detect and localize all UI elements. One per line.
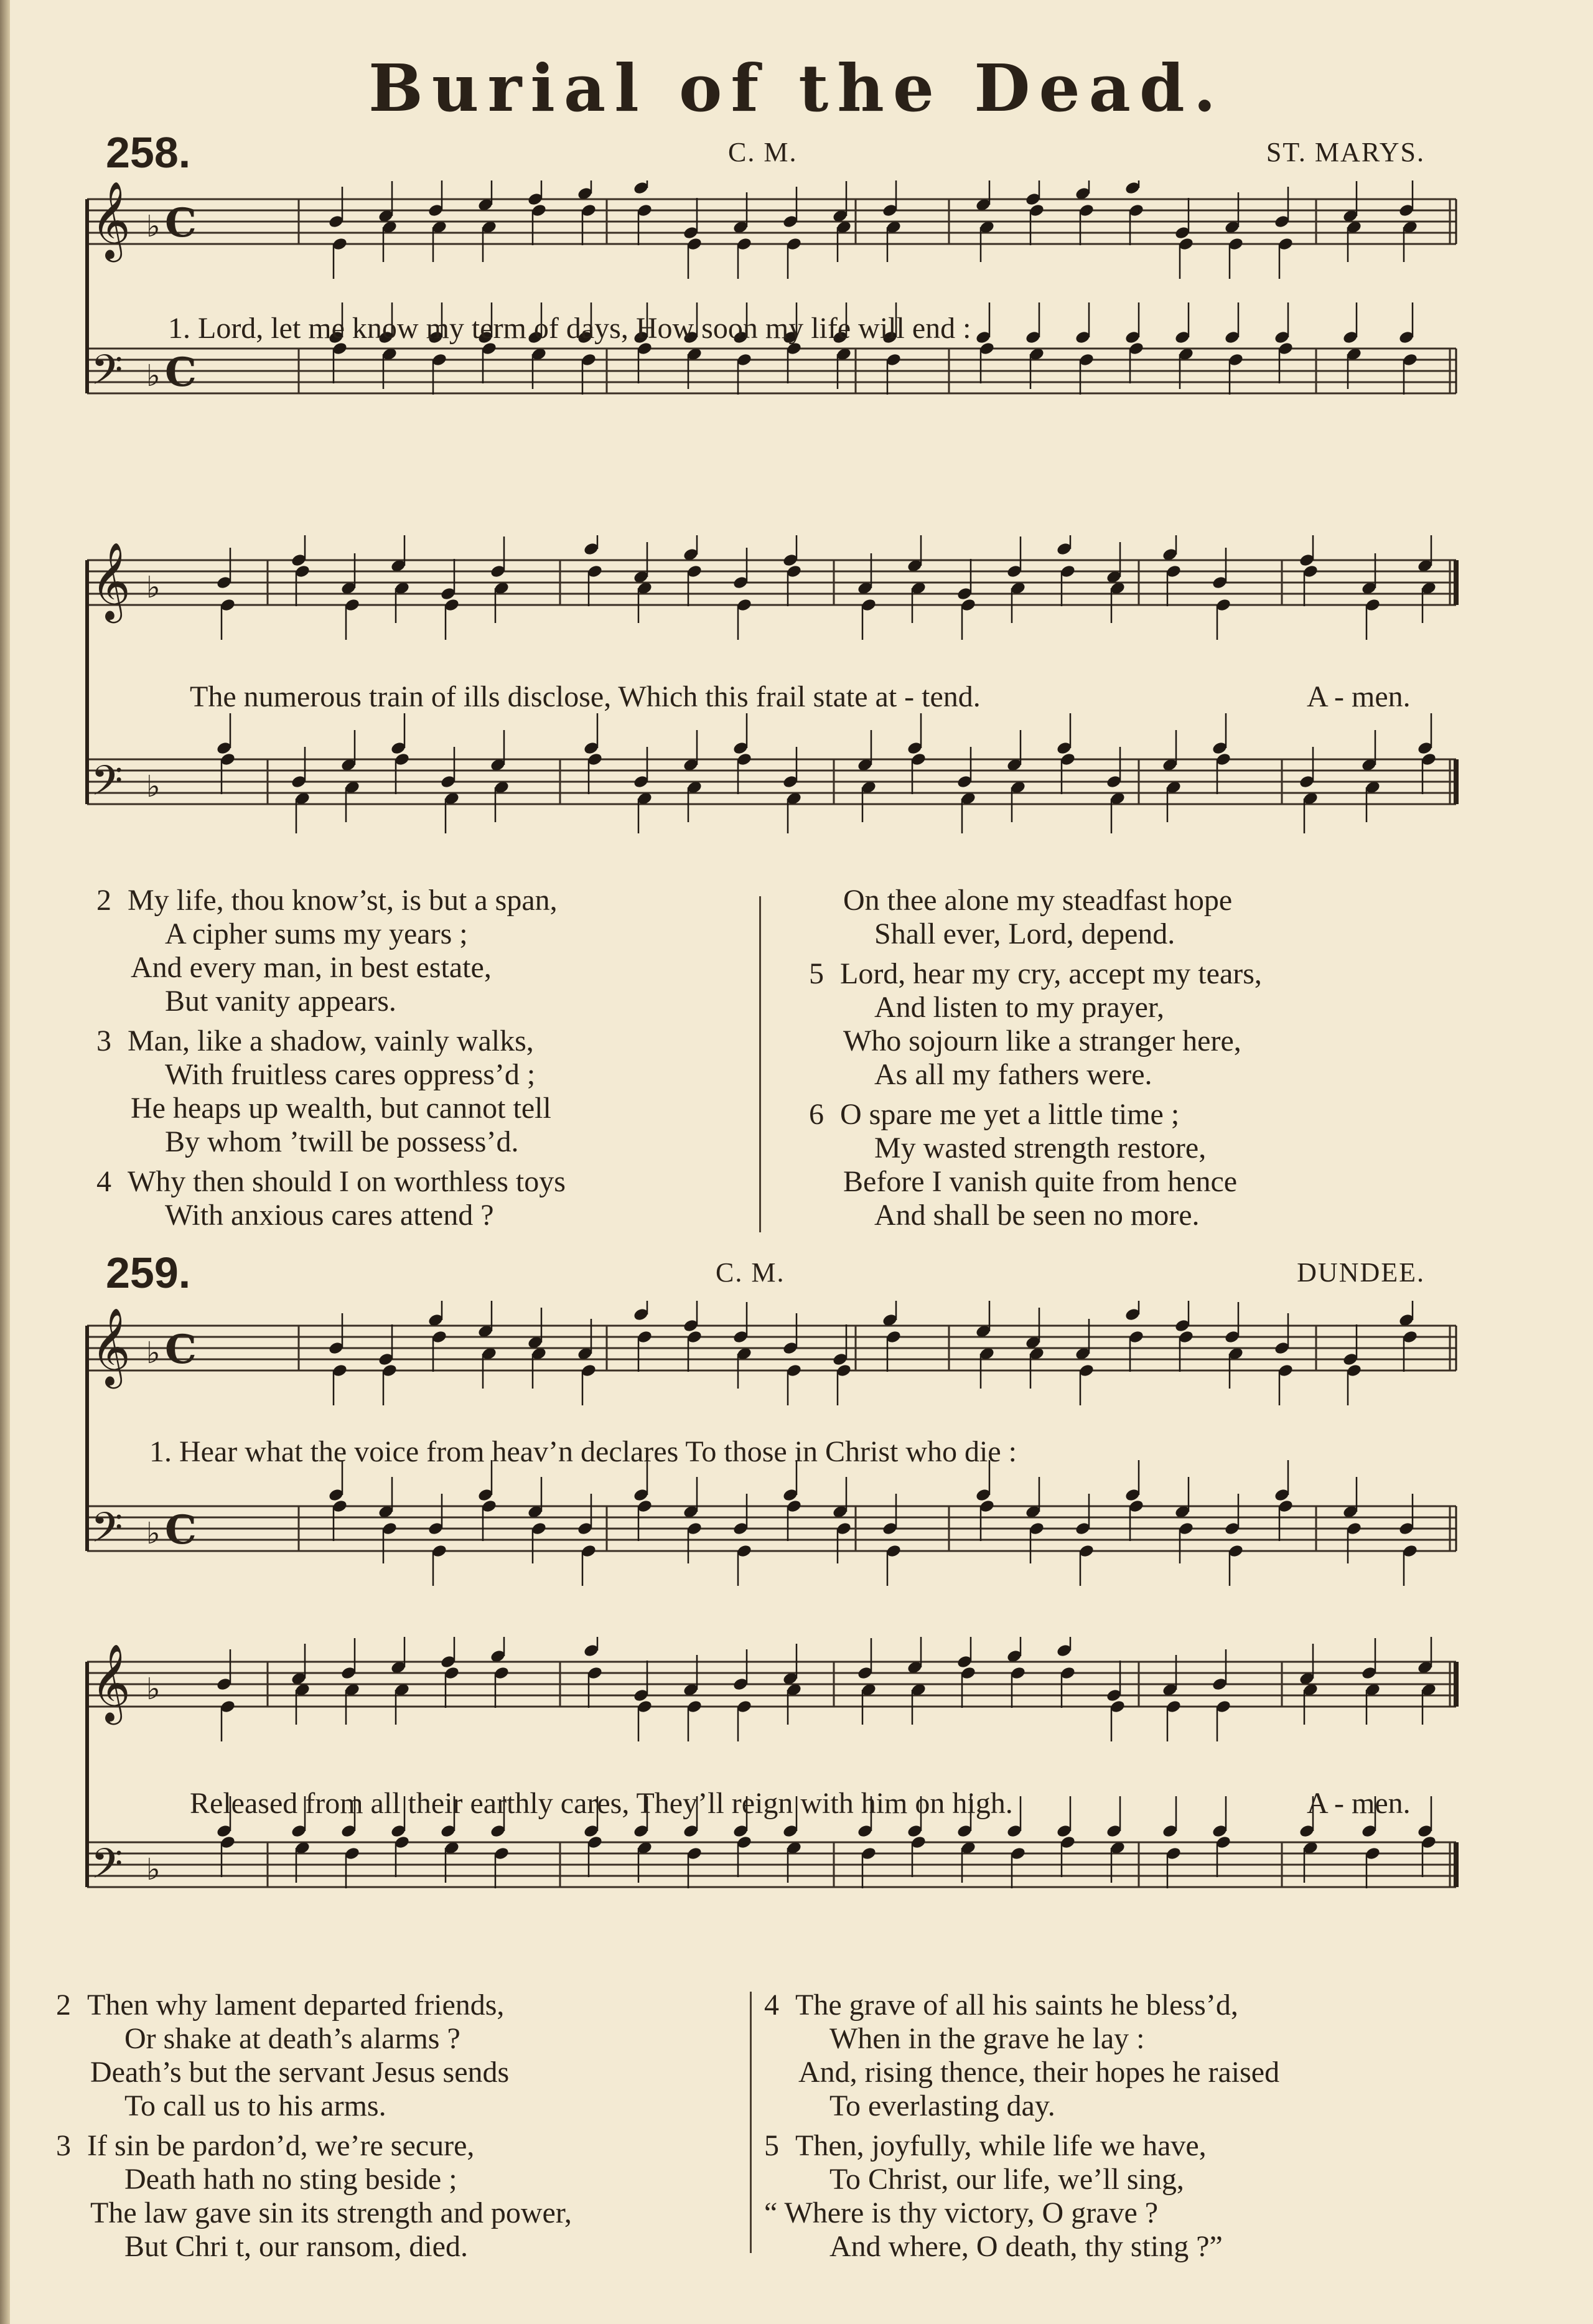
hymn-258-amen: A - men. (1307, 680, 1411, 713)
hymn-meter: C. M. (728, 137, 798, 167)
treble-staff (87, 535, 1456, 640)
bass-clef-icon: 𝄢 (91, 1840, 123, 1898)
verse-5: 5 Then, joyfully, while life we have, To Christ, our life, we’ll sing, “ Where is thy victory, O grave ? And where, O death, thy sting ?” (764, 2129, 1223, 2263)
hymn-259-verses-left (56, 1989, 759, 2270)
common-time-icon: C (165, 200, 197, 246)
verse-2: 2 My life, thou know’st, is but a span, A cipher sums my years ; And every man, in best estate, But vanity appears. (96, 884, 558, 1018)
hymn-259-lyric-line-2: Released from all their earthly cares, They’ll reign with him on high. (190, 1787, 1013, 1820)
page-title: Burial of the Dead. (368, 50, 1225, 126)
verse-column-divider (759, 896, 761, 1232)
flat-key-signature-icon: ♭ (146, 358, 161, 393)
common-time-icon: C (165, 349, 197, 396)
hymn-meter: C. M. (716, 1257, 785, 1288)
flat-key-signature-icon: ♭ (146, 1516, 161, 1551)
hymn-258-lyric-line-1: 1. Lord, let me know my term of days, How soon my life will end : (168, 312, 971, 345)
hymn-259-header (106, 1248, 1425, 1298)
verse-5: 5 Lord, hear my cry, accept my tears, And listen to my prayer, Who sojourn like a stranger here, As all my fathers were. (809, 957, 1262, 1091)
verse-4: 4 The grave of all his saints he bless’d, When in the grave he lay : And, rising thence, their hopes he raised To everlasting day. (764, 1989, 1280, 2122)
verse-6: 6 O spare me yet a little time ; My wasted strength restore, Before I vanish quite from hence And shall be seen no more. (809, 1098, 1238, 1232)
verse-3: 3 If sin be pardon’d, we’re secure, Death hath no sting beside ; The law gave sin its strength and power, But Chri t, our ransom, died. (56, 2129, 572, 2263)
bass-clef-icon: 𝄢 (91, 1504, 123, 1562)
hymn-tune-name: DUNDEE. (1297, 1257, 1425, 1288)
verse-column-divider (750, 1992, 752, 2253)
bass-staff (87, 1460, 1456, 1586)
bass-staff (87, 713, 1456, 833)
treble-clef-icon: 𝄞 (91, 1644, 131, 1722)
verse-4-continued: On thee alone my steadfast hope Shall ever, Lord, depend. (843, 884, 1233, 950)
treble-clef-icon: 𝄞 (91, 1308, 131, 1385)
treble-staff (87, 1637, 1456, 1741)
bass-clef-icon: 𝄢 (91, 757, 123, 815)
hymn-259-amen: A - men. (1307, 1787, 1411, 1820)
flat-key-signature-icon: ♭ (146, 769, 161, 804)
verse-2: 2 Then why lament departed friends, Or shake at death’s alarms ? Death’s but the servant Jesus sends To call us to his arms. (56, 1989, 510, 2122)
flat-key-signature-icon: ♭ (146, 570, 161, 605)
treble-staff (87, 1301, 1456, 1405)
hymn-258-verses-right (809, 884, 1431, 1239)
hymn-number: 258. (106, 128, 191, 177)
flat-key-signature-icon: ♭ (146, 1852, 161, 1887)
hymn-258-header (106, 128, 1425, 177)
treble-clef-icon: 𝄞 (91, 542, 131, 620)
hymn-number: 259. (106, 1249, 191, 1297)
hymn-258-lyric-line-2: The numerous train of ills disclose, Which this frail state at - tend. (190, 680, 981, 713)
hymn-tune-name: ST. MARYS. (1266, 137, 1425, 167)
flat-key-signature-icon: ♭ (146, 1336, 161, 1371)
hymn-259-lyric-line-1: 1. Hear what the voice from heav’n declares To those in Christ who die : (149, 1435, 1017, 1468)
flat-key-signature-icon: ♭ (146, 1672, 161, 1707)
treble-staff (87, 180, 1456, 279)
hymn-258-verses-left (96, 884, 744, 1239)
verse-4: 4 Why then should I on worthless toys With anxious cares attend ? (96, 1165, 566, 1232)
common-time-icon: C (165, 1507, 197, 1553)
flat-key-signature-icon: ♭ (146, 209, 161, 244)
bass-clef-icon: 𝄢 (91, 346, 123, 404)
treble-clef-icon: 𝄞 (91, 181, 131, 259)
common-time-icon: C (165, 1326, 197, 1373)
hymn-259-verses-right (764, 1989, 1573, 2270)
verse-3: 3 Man, like a shadow, vainly walks, With fruitless cares oppress’d ; He heaps up wealth, but cannot tell By whom ’twill be possess’d. (96, 1024, 551, 1158)
